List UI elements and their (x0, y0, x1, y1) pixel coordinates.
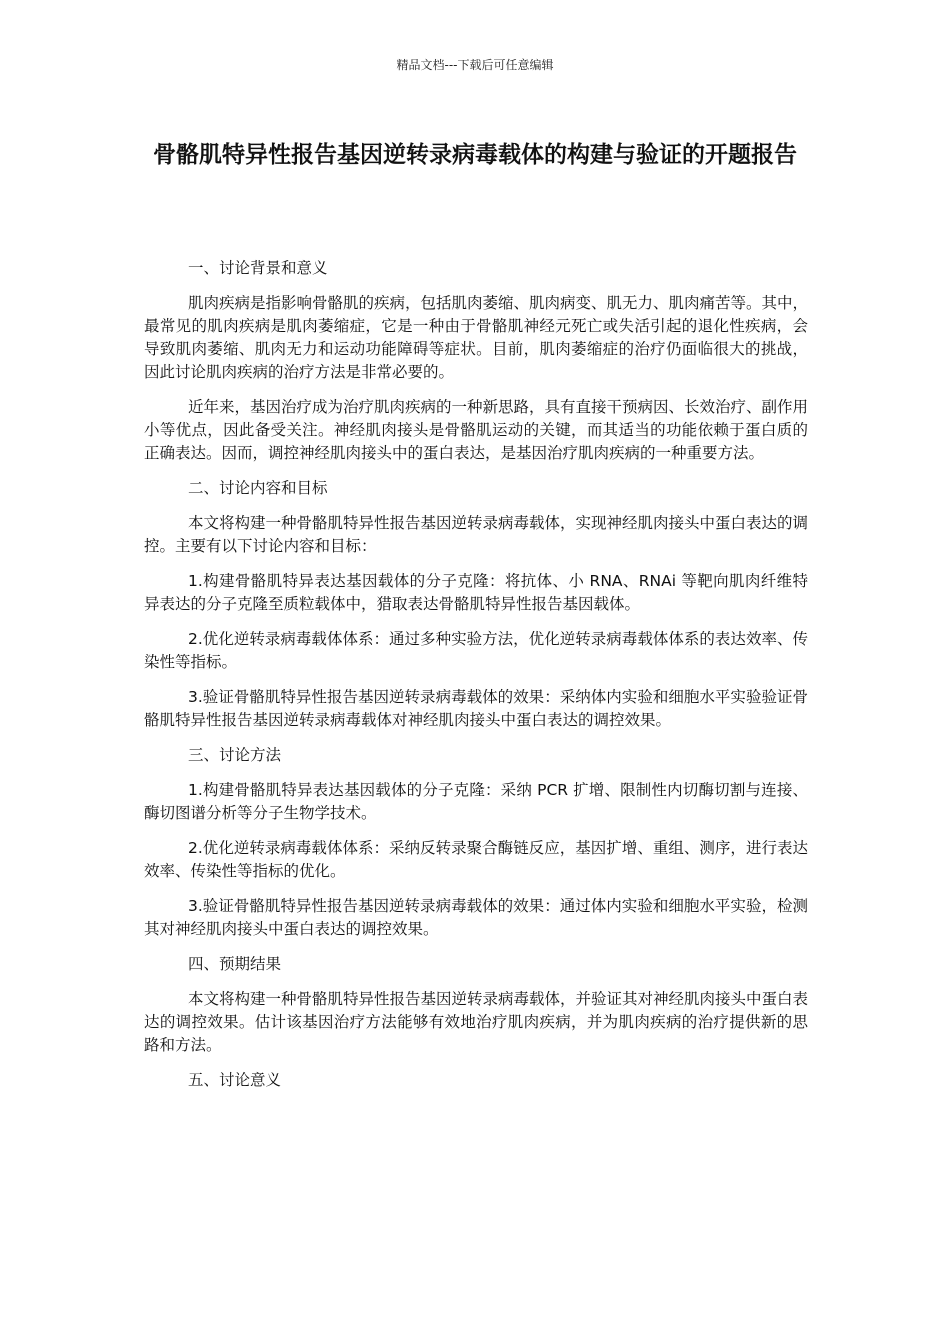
list-item: 1.构建骨骼肌特异表达基因载体的分子克隆：采纳 PCR 扩增、限制性内切酶切割与连接、酶切图谱分析等分子生物学技术。 (144, 781, 808, 822)
section-heading-content-goals: 二、讨论内容和目标 (188, 479, 328, 497)
section-heading-significance: 五、讨论意义 (188, 1071, 282, 1089)
section-heading-methods: 三、讨论方法 (188, 746, 282, 764)
paragraph: 肌肉疾病是指影响骨骼肌的疾病，包括肌肉萎缩、肌肉病变、肌无力、肌肉痛苦等。其中，最常见的肌肉疾病是肌肉萎缩症，它是一种由于骨骼肌神经元死亡或失活引起的退化性疾病，会导致肌肉萎缩、肌肉无力和运动功能障碍等症状。目前，肌肉萎缩症的治疗仍面临很大的挑战，因此讨论肌肉疾病的治疗方法是非常必要的。 (144, 294, 809, 381)
document-body (144, 257, 808, 1104)
paragraph: 本文将构建一种骨骼肌特异性报告基因逆转录病毒载体，并验证其对神经肌肉接头中蛋白表达的调控效果。估计该基因治疗方法能够有效地治疗肌肉疾病，并为肌肉疾病的治疗提供新的思路和方法。 (144, 990, 809, 1054)
header-note: 精品文档---下载后可任意编辑 (396, 58, 554, 72)
list-item: 1.构建骨骼肌特异表达基因载体的分子克隆：将抗体、小 RNA、RNAi 等靶向肌肉纤维特异表达的分子克隆至质粒载体中，猎取表达骨骼肌特异性报告基因载体。 (144, 572, 808, 613)
section-heading-expected-results: 四、预期结果 (188, 955, 282, 973)
paragraph: 近年来，基因治疗成为治疗肌肉疾病的一种新思路，具有直接干预病因、长效治疗、副作用小等优点，因此备受关注。神经肌肉接头是骨骼肌运动的关键，而其适当的功能依赖于蛋白质的正确表达。因而，调控神经肌肉接头中的蛋白表达，是基因治疗肌肉疾病的一种重要方法。 (144, 398, 809, 462)
document-title: 骨骼肌特异性报告基因逆转录病毒载体的构建与验证的开题报告 (153, 142, 797, 168)
paragraph: 本文将构建一种骨骼肌特异性报告基因逆转录病毒载体，实现神经肌肉接头中蛋白表达的调控。主要有以下讨论内容和目标： (144, 514, 809, 555)
section-heading-background: 一、讨论背景和意义 (188, 259, 328, 277)
list-item: 3.验证骨骼肌特异性报告基因逆转录病毒载体的效果：采纳体内实验和细胞水平实验验证骨骼肌特异性报告基因逆转录病毒载体对神经肌肉接头中蛋白表达的调控效果。 (144, 688, 808, 729)
list-item: 3.验证骨骼肌特异性报告基因逆转录病毒载体的效果：通过体内实验和细胞水平实验，检测其对神经肌肉接头中蛋白表达的调控效果。 (144, 897, 808, 938)
list-item: 2.优化逆转录病毒载体体系：采纳反转录聚合酶链反应，基因扩增、重组、测序，进行表达效率、传染性等指标的优化。 (144, 839, 808, 880)
list-item: 2.优化逆转录病毒载体体系：通过多种实验方法，优化逆转录病毒载体体系的表达效率、传染性等指标。 (144, 630, 808, 671)
